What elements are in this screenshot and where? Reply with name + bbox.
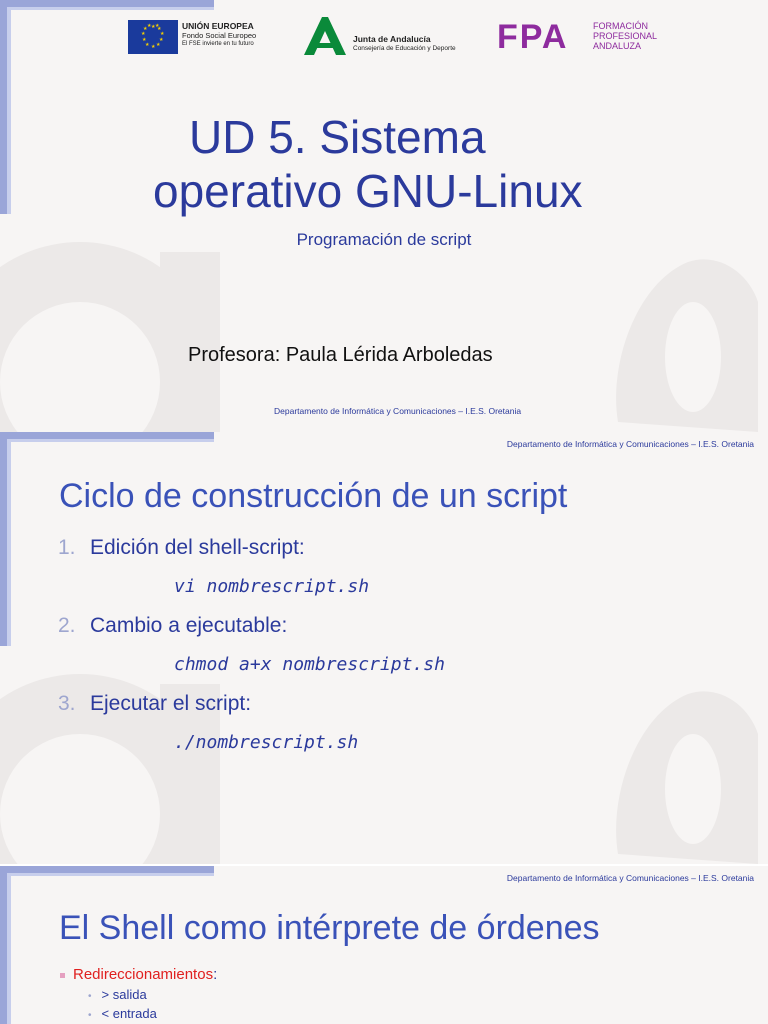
decor-bar xyxy=(7,873,11,1024)
header-department: Departamento de Informática y Comunicaciones – I.E.S. Oretania xyxy=(506,873,754,883)
step-label: Edición del shell-script: xyxy=(90,536,305,559)
script-cycle-slide xyxy=(0,432,768,864)
junta-label: Junta de Andalucía xyxy=(353,34,431,44)
step-number: 1. xyxy=(58,536,76,559)
decor-bar xyxy=(0,432,7,646)
header-department: Departamento de Informática y Comunicaciones – I.E.S. Oretania xyxy=(506,439,754,449)
decor-bar xyxy=(0,866,7,1024)
step-command: vi nombrescript.sh xyxy=(174,576,370,597)
sub-bullet-text: > salida xyxy=(101,987,147,1002)
author: Profesora: Paula Lérida Arboledas xyxy=(188,344,493,366)
sub-bullet-item xyxy=(88,1006,217,1021)
sub-bullet-text: < entrada xyxy=(101,1006,157,1021)
slide-title-line2: operativo GNU-Linux xyxy=(153,165,583,217)
step-label: Cambio a ejecutable: xyxy=(90,614,288,637)
bullet-item xyxy=(60,966,217,983)
svg-text:★: ★ xyxy=(157,26,162,32)
svg-text:★: ★ xyxy=(155,23,160,29)
bullet-dot-icon: • xyxy=(88,991,92,1002)
decor-bar xyxy=(0,432,214,439)
eu-slogan: El FSE invierte en tu futuro xyxy=(182,41,254,47)
svg-text:★: ★ xyxy=(147,23,152,29)
watermark-logo-right xyxy=(598,674,768,864)
junta-text xyxy=(353,34,456,54)
fpa-logo: FPA xyxy=(497,18,569,56)
fpa-line: PROFESIONAL xyxy=(593,31,658,41)
slide-title: El Shell como intérprete de órdenes xyxy=(59,909,600,947)
svg-text:★: ★ xyxy=(151,44,156,50)
step-item xyxy=(58,692,251,716)
decor-bar xyxy=(6,7,214,10)
watermark-logo-right xyxy=(598,242,768,432)
svg-text:★: ★ xyxy=(141,31,146,37)
sub-bullet-item xyxy=(88,987,217,1002)
slide-title: Ciclo de construcción de un script xyxy=(59,477,568,515)
decor-bar xyxy=(7,439,11,646)
step-label: Ejecutar el script: xyxy=(90,692,252,715)
slide-subtitle: Programación de script xyxy=(296,230,472,249)
step-command: ./nombrescript.sh xyxy=(174,732,359,753)
svg-text:★: ★ xyxy=(143,26,148,32)
bullet-square-icon xyxy=(60,973,65,978)
decor-bar xyxy=(6,439,214,442)
decor-bar xyxy=(0,866,214,873)
step-number: 2. xyxy=(58,614,76,637)
decor-bar xyxy=(0,0,214,7)
logo-strip xyxy=(0,14,768,64)
fpa-text xyxy=(593,21,657,51)
svg-text:★: ★ xyxy=(156,42,161,48)
footer-department: Departamento de Informática y Comunicaciones – I.E.S. Oretania xyxy=(274,406,522,416)
bullet-colon: : xyxy=(213,966,218,983)
eu-label: UNIÓN EUROPEA xyxy=(182,21,254,31)
svg-text:★: ★ xyxy=(160,31,165,37)
svg-text:★: ★ xyxy=(142,37,147,43)
svg-text:★: ★ xyxy=(151,24,156,30)
bullet-dot-icon: • xyxy=(88,1010,92,1021)
shell-interpreter-slide xyxy=(0,866,768,1024)
svg-text:★: ★ xyxy=(159,37,164,43)
eu-flag-icon xyxy=(128,20,178,54)
step-item xyxy=(58,614,287,638)
fpa-line: FORMACIÓN xyxy=(593,21,648,31)
step-number: 3. xyxy=(58,692,76,715)
bullet-text: Redireccionamientos xyxy=(73,966,214,983)
step-command: chmod a+x nombrescript.sh xyxy=(174,654,445,675)
eu-fund: Fondo Social Europeo xyxy=(182,31,257,40)
junta-dept: Consejería de Educación y Deporte xyxy=(353,45,456,52)
step-item xyxy=(58,536,305,560)
watermark-logo-left xyxy=(0,232,280,432)
fpa-line: ANDALUZA xyxy=(593,41,642,51)
bullet-list xyxy=(60,966,217,1021)
title-slide xyxy=(0,0,768,432)
slide-title-line1: UD 5. Sistema xyxy=(189,111,486,163)
svg-text:★: ★ xyxy=(145,42,150,48)
decor-bar xyxy=(6,873,214,876)
eu-text xyxy=(182,22,256,49)
junta-andalucia-logo-icon xyxy=(302,15,348,57)
